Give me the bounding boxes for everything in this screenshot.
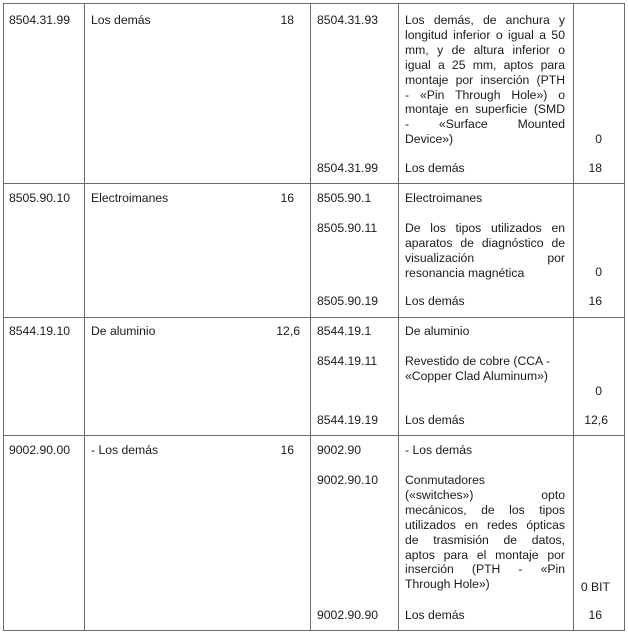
new-description-cell: Los demás bbox=[405, 413, 465, 427]
old-rate-cell: 18 bbox=[280, 13, 294, 27]
new-rate-cell: 18 bbox=[588, 161, 602, 175]
column-border bbox=[398, 3, 399, 631]
row-border bbox=[3, 630, 625, 631]
old-code-cell: 8505.90.10 bbox=[9, 191, 70, 205]
new-description-cell: Los demás bbox=[405, 294, 465, 308]
new-rate-cell: 16 bbox=[588, 608, 602, 622]
new-description-cell: Revestido de cobre (CCA - «Copper Clad Aluminum») bbox=[405, 354, 550, 383]
old-rate-cell: 12,6 bbox=[276, 324, 300, 338]
new-description-cell: Electroimanes bbox=[405, 191, 483, 205]
column-border bbox=[310, 3, 311, 631]
old-description-cell: Electroimanes bbox=[91, 191, 169, 205]
row-border bbox=[3, 3, 625, 4]
column-border bbox=[3, 3, 4, 631]
new-rate-cell: 12,6 bbox=[584, 413, 608, 427]
new-code-cell: 8504.31.93 bbox=[317, 13, 378, 27]
row-border bbox=[3, 435, 625, 436]
new-rate-cell: 16 bbox=[588, 294, 602, 308]
new-code-cell: 8505.90.1 bbox=[317, 191, 372, 205]
new-description-cell: Los demás bbox=[405, 608, 465, 622]
new-code-cell: 8505.90.11 bbox=[317, 221, 378, 235]
old-code-cell: 8544.19.10 bbox=[9, 324, 70, 338]
new-description-cell: - Los demás bbox=[405, 443, 473, 457]
old-code-cell: 8504.31.99 bbox=[9, 13, 70, 27]
new-code-cell: 8505.90.19 bbox=[317, 294, 378, 308]
new-description-cell: Los demás, de anchura y longitud inferior o igual a 50 mm, y de altura inferior o igual a 25 mm, aptos para montaje por inserción (PTH - «Pin Through Hole») o montaje en superficie (SMD - «Surface Mounted Device») bbox=[405, 13, 565, 147]
new-code-cell: 8544.19.19 bbox=[317, 413, 378, 427]
old-description-cell: De aluminio bbox=[91, 324, 156, 338]
column-border bbox=[624, 3, 625, 631]
column-border bbox=[573, 3, 574, 631]
old-code-cell: 9002.90.00 bbox=[9, 443, 70, 457]
new-code-cell: 8504.31.99 bbox=[317, 161, 378, 175]
old-description-cell: - Los demás bbox=[91, 443, 159, 457]
new-code-cell: 9002.90.10 bbox=[317, 473, 378, 487]
new-code-cell: 8544.19.1 bbox=[317, 324, 372, 338]
old-rate-cell: 16 bbox=[280, 443, 294, 457]
new-rate-cell: 0 bbox=[595, 132, 602, 146]
new-code-cell: 8544.19.11 bbox=[317, 354, 378, 368]
new-description-cell: Los demás bbox=[405, 161, 465, 175]
new-description-cell: Conmutadores («switches») opto mecánicos, de los tipos utilizados en redes ópticas de trasmisión de datos, aptos para el montaje por inserción (PTH - «Pin Through Hole») bbox=[405, 473, 565, 592]
new-description-cell: De los tipos utilizados en aparatos de diagnóstico de visualización por resonancia magnética bbox=[405, 221, 565, 280]
row-border bbox=[3, 317, 625, 318]
new-code-cell: 9002.90 bbox=[317, 443, 362, 457]
new-description-cell: De aluminio bbox=[405, 324, 470, 338]
new-rate-cell: 0 bbox=[595, 384, 602, 398]
new-rate-cell: 0 bbox=[595, 265, 602, 279]
column-border bbox=[84, 3, 85, 631]
new-rate-cell: 0 BIT bbox=[580, 580, 610, 594]
old-rate-cell: 16 bbox=[280, 191, 294, 205]
new-code-cell: 9002.90.90 bbox=[317, 608, 378, 622]
row-border bbox=[3, 183, 625, 184]
old-description-cell: Los demás bbox=[91, 13, 151, 27]
